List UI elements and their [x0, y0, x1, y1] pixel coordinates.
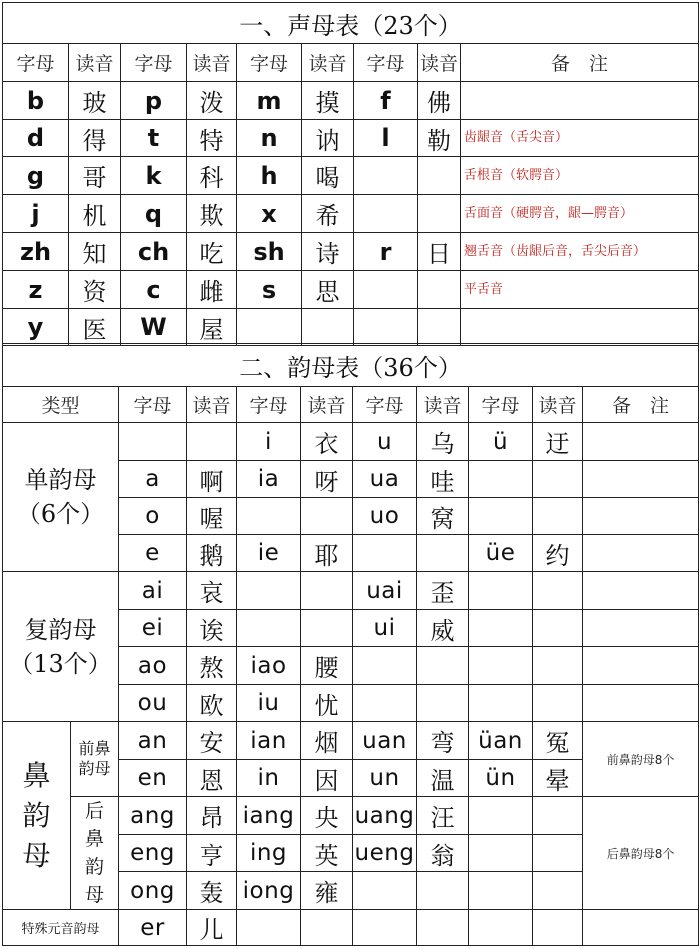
final-letter: [353, 685, 417, 722]
final-letter: uan: [353, 722, 417, 760]
initial-reading: 摸: [302, 82, 354, 120]
header-cell: 字母: [237, 44, 302, 82]
table-row: [3, 797, 699, 835]
final-letter: ong: [119, 872, 187, 910]
header-cell: 读音: [302, 44, 354, 82]
final-reading: 迂: [533, 423, 583, 461]
final-reading: [533, 572, 583, 610]
final-letter: uang: [353, 797, 417, 835]
final-letter: i: [237, 423, 301, 461]
initial-reading: 哥: [69, 157, 121, 195]
header-cell: 字母: [354, 44, 418, 82]
final-reading: [417, 872, 469, 910]
initial-letter: [354, 309, 418, 346]
final-reading: 昂: [187, 797, 237, 835]
final-letter: [237, 610, 301, 647]
final-reading: [533, 647, 583, 685]
table-row: [3, 309, 699, 346]
compound-finals-type-count: （13个）: [9, 649, 112, 678]
initial-letter: x: [237, 195, 302, 233]
initial-letter: m: [237, 82, 302, 120]
header-cell: 字母: [121, 44, 187, 82]
header-cell: 字母: [3, 44, 69, 82]
final-reading: 威: [417, 610, 469, 647]
final-reading: 约: [533, 535, 583, 572]
initial-letter: zh: [3, 233, 69, 271]
final-reading: [301, 572, 353, 610]
initial-reading: [418, 271, 461, 309]
final-letter: eng: [119, 835, 187, 872]
initial-reading: 屋: [187, 309, 237, 346]
initial-letter: n: [237, 120, 302, 157]
final-reading: 恩: [187, 760, 237, 797]
finals-title: 二、韵母表（36个）: [3, 344, 699, 387]
final-letter: [353, 872, 417, 910]
header-cell: 读音: [418, 44, 461, 82]
initial-note: 翘舌音（齿龈后音，舌尖后音）: [461, 233, 699, 271]
initials-header-row: [3, 44, 699, 82]
initial-reading: 得: [69, 120, 121, 157]
final-note-cell: [583, 685, 699, 722]
final-reading: 诶: [187, 610, 237, 647]
initial-letter: k: [121, 157, 187, 195]
header-cell: 备 注: [461, 44, 699, 82]
final-reading: 亨: [187, 835, 237, 872]
final-letter: in: [237, 760, 301, 797]
final-reading: 轰: [187, 872, 237, 910]
final-reading: 鹅: [187, 535, 237, 572]
final-reading: 冤: [533, 722, 583, 760]
initial-letter: W: [121, 309, 187, 346]
final-letter: ie: [237, 535, 301, 572]
initial-letter: z: [3, 271, 69, 309]
final-reading: 翁: [417, 835, 469, 872]
final-reading: 晕: [533, 760, 583, 797]
initial-reading: 医: [69, 309, 121, 346]
initials-title: 一、声母表（23个）: [3, 3, 699, 44]
header-cell: 类型: [3, 387, 119, 423]
final-letter: ang: [119, 797, 187, 835]
table-row: [3, 423, 699, 461]
final-note-cell: [583, 498, 699, 535]
final-reading: [533, 835, 583, 872]
final-letter: ua: [353, 461, 417, 498]
final-reading: [533, 910, 583, 946]
final-letter: ou: [119, 685, 187, 722]
final-reading: 因: [301, 760, 353, 797]
initial-letter: [354, 271, 418, 309]
final-reading: 忧: [301, 685, 353, 722]
front-nasal-note: 前鼻韵母8个: [583, 722, 699, 797]
nasal-finals-type: 鼻韵母: [3, 722, 71, 910]
back-nasal-note: 后鼻韵母8个: [583, 797, 699, 910]
finals-header-row: [3, 387, 699, 423]
header-cell: 字母: [469, 387, 533, 423]
final-letter: uo: [353, 498, 417, 535]
final-letter: ei: [119, 610, 187, 647]
final-letter: [469, 685, 533, 722]
single-finals-type-label: 单韵母: [24, 466, 97, 494]
final-note-cell: [583, 572, 699, 610]
final-note-cell: [583, 910, 699, 946]
final-letter: ui: [353, 610, 417, 647]
initial-letter: h: [237, 157, 302, 195]
initial-letter: [237, 309, 302, 346]
initial-reading: [418, 195, 461, 233]
table-row: [3, 120, 699, 157]
initial-letter: g: [3, 157, 69, 195]
final-letter: er: [119, 910, 187, 946]
header-cell: 字母: [119, 387, 187, 423]
final-letter: [237, 498, 301, 535]
initial-letter: s: [237, 271, 302, 309]
special-finals-type: 特殊元音韵母: [3, 910, 119, 946]
final-reading: 温: [417, 760, 469, 797]
front-nasal-type: 前鼻韵母: [71, 722, 119, 797]
table-row: [3, 722, 699, 760]
initial-reading: [418, 157, 461, 195]
final-reading: 衣: [301, 423, 353, 461]
initial-reading: 泼: [187, 82, 237, 120]
initial-letter: b: [3, 82, 69, 120]
final-letter: ü: [469, 423, 533, 461]
table-row: [3, 157, 699, 195]
final-letter: [469, 910, 533, 946]
final-letter: iao: [237, 647, 301, 685]
initial-reading: 诗: [302, 233, 354, 271]
finals-table: [2, 343, 699, 946]
back-nasal-type: 后鼻韵母: [71, 797, 119, 910]
final-note-cell: [583, 461, 699, 498]
table-row: [3, 195, 699, 233]
final-letter: [469, 572, 533, 610]
initial-reading: [302, 309, 354, 346]
final-letter: [469, 461, 533, 498]
final-reading: [533, 685, 583, 722]
final-reading: [417, 647, 469, 685]
initial-letter: j: [3, 195, 69, 233]
initial-reading: 吃: [187, 233, 237, 271]
final-reading: 汪: [417, 797, 469, 835]
table-row: [3, 82, 699, 120]
final-letter: un: [353, 760, 417, 797]
final-note-cell: [583, 610, 699, 647]
compound-finals-type: [3, 572, 119, 722]
initial-letter: d: [3, 120, 69, 157]
final-reading: 哀: [187, 572, 237, 610]
final-reading: [533, 461, 583, 498]
final-letter: ao: [119, 647, 187, 685]
initial-note: 齿龈音（舌尖音）: [461, 120, 699, 157]
single-finals-type: [3, 423, 119, 572]
final-note-cell: [583, 423, 699, 461]
final-reading: 安: [187, 722, 237, 760]
initial-reading: 日: [418, 233, 461, 271]
final-reading: 呀: [301, 461, 353, 498]
final-letter: [469, 835, 533, 872]
initial-note: [461, 309, 699, 346]
table-row: [3, 910, 699, 946]
final-letter: o: [119, 498, 187, 535]
initial-letter: y: [3, 309, 69, 346]
initial-letter: [354, 195, 418, 233]
final-letter: [353, 535, 417, 572]
final-reading: 啊: [187, 461, 237, 498]
final-reading: [533, 797, 583, 835]
header-cell: 读音: [187, 44, 237, 82]
initial-letter: t: [121, 120, 187, 157]
initial-reading: 喝: [302, 157, 354, 195]
initial-reading: 欺: [187, 195, 237, 233]
initial-reading: 知: [69, 233, 121, 271]
final-letter: [237, 910, 301, 946]
final-reading: [417, 535, 469, 572]
final-letter: en: [119, 760, 187, 797]
initial-reading: 资: [69, 271, 121, 309]
header-cell: 字母: [353, 387, 417, 423]
final-reading: [417, 910, 469, 946]
final-reading: [187, 423, 237, 461]
final-reading: 烟: [301, 722, 353, 760]
final-letter: a: [119, 461, 187, 498]
final-reading: 乌: [417, 423, 469, 461]
final-letter: üan: [469, 722, 533, 760]
final-letter: [469, 498, 533, 535]
initial-reading: 希: [302, 195, 354, 233]
final-reading: [301, 498, 353, 535]
initial-letter: r: [354, 233, 418, 271]
final-letter: [353, 647, 417, 685]
final-letter: [237, 572, 301, 610]
final-reading: 儿: [187, 910, 237, 946]
initial-letter: p: [121, 82, 187, 120]
header-cell: 读音: [417, 387, 469, 423]
initial-reading: [418, 309, 461, 346]
initial-note: 舌面音（硬腭音，龈—腭音）: [461, 195, 699, 233]
final-letter: ueng: [353, 835, 417, 872]
header-cell: 读音: [301, 387, 353, 423]
compound-finals-type-label: 复韵母: [24, 615, 97, 644]
final-letter: [469, 797, 533, 835]
final-reading: 腰: [301, 647, 353, 685]
final-reading: 英: [301, 835, 353, 872]
single-finals-type-count: （6个）: [16, 500, 105, 528]
final-reading: [417, 685, 469, 722]
final-reading: [301, 910, 353, 946]
header-cell: 读音: [533, 387, 583, 423]
initial-letter: ch: [121, 233, 187, 271]
final-reading: 弯: [417, 722, 469, 760]
final-letter: an: [119, 722, 187, 760]
final-letter: [119, 423, 187, 461]
final-letter: [469, 610, 533, 647]
initial-reading: 玻: [69, 82, 121, 120]
final-letter: uai: [353, 572, 417, 610]
table-row: [3, 271, 699, 309]
final-letter: ia: [237, 461, 301, 498]
final-reading: [533, 498, 583, 535]
final-reading: 哇: [417, 461, 469, 498]
final-reading: 歪: [417, 572, 469, 610]
header-cell: 读音: [69, 44, 121, 82]
initial-letter: l: [354, 120, 418, 157]
final-reading: 窝: [417, 498, 469, 535]
final-letter: iang: [237, 797, 301, 835]
initial-letter: [354, 157, 418, 195]
final-reading: [533, 610, 583, 647]
header-cell: 备 注: [583, 387, 699, 423]
final-letter: ian: [237, 722, 301, 760]
initial-note: [461, 82, 699, 120]
final-reading: 喔: [187, 498, 237, 535]
initials-table: [2, 2, 699, 346]
final-reading: 耶: [301, 535, 353, 572]
final-reading: [533, 872, 583, 910]
final-letter: [469, 647, 533, 685]
initial-reading: 机: [69, 195, 121, 233]
header-cell: 字母: [237, 387, 301, 423]
final-letter: ai: [119, 572, 187, 610]
final-letter: iong: [237, 872, 301, 910]
final-note-cell: [583, 647, 699, 685]
initial-reading: 佛: [418, 82, 461, 120]
initial-letter: q: [121, 195, 187, 233]
final-letter: üe: [469, 535, 533, 572]
final-reading: 欧: [187, 685, 237, 722]
header-cell: 读音: [187, 387, 237, 423]
initial-reading: 勒: [418, 120, 461, 157]
initial-letter: sh: [237, 233, 302, 271]
initial-reading: 特: [187, 120, 237, 157]
final-letter: e: [119, 535, 187, 572]
final-reading: 熬: [187, 647, 237, 685]
final-reading: 雍: [301, 872, 353, 910]
final-reading: [301, 610, 353, 647]
initial-reading: 雌: [187, 271, 237, 309]
final-letter: u: [353, 423, 417, 461]
final-reading: 央: [301, 797, 353, 835]
final-letter: iu: [237, 685, 301, 722]
initial-reading: 科: [187, 157, 237, 195]
initial-reading: 讷: [302, 120, 354, 157]
final-letter: [353, 910, 417, 946]
final-letter: [469, 872, 533, 910]
initial-note: 平舌音: [461, 271, 699, 309]
initial-letter: f: [354, 82, 418, 120]
initial-note: 舌根音（软腭音）: [461, 157, 699, 195]
final-letter: ing: [237, 835, 301, 872]
final-note-cell: [583, 535, 699, 572]
table-row: [3, 233, 699, 271]
initial-reading: 思: [302, 271, 354, 309]
table-row: [3, 572, 699, 610]
initial-letter: c: [121, 271, 187, 309]
final-letter: ün: [469, 760, 533, 797]
